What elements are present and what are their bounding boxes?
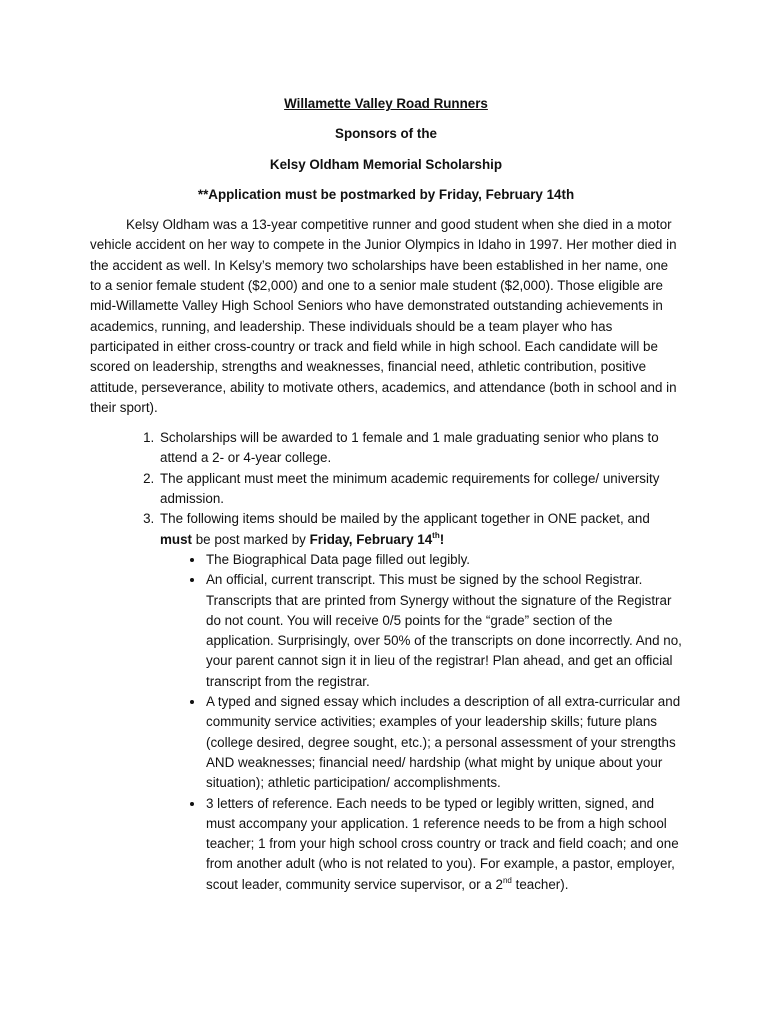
requirement-item: 1. Scholarships will be awarded to 1 female and 1 male graduating senior who plans to attend a 2- or 4-year college.	[158, 428, 682, 469]
packet-item: • A typed and signed essay which includes a description of all extra-curricular and community service activities; examples of your leadership skills; future plans (college desired, degree sought, etc.); a personal assessment of your strengths AND weaknesses; financial need/ hardship (what might by unique about your situation); athletic participation/ accomplishments.	[205, 692, 682, 793]
sponsors-line: Sponsors of the	[335, 126, 437, 142]
ordinal-suffix: nd	[502, 875, 512, 885]
scholarship-name: Kelsy Oldham Memorial Scholarship	[269, 156, 503, 172]
requirement-item	[158, 509, 682, 895]
packet-item	[205, 794, 682, 895]
document-page	[90, 94, 682, 895]
packet-item-end: teacher).	[511, 876, 569, 892]
intro-paragraph: Kelsy Oldham was a 13-year competitive runner and good student when she died in a motor vehicle accident on her way to compete in the Junior Olympics in Idaho in 1997. Her mother died in the accident as well. In Kelsy’s memory two scholarships have been established in her name, one to a senior female student ($2,000) and one to a senior male student ($2,000). Those eligible are mid-Willamette Valley High School Seniors who have demonstrated outstanding achievements in academics, running, and leadership. These individuals should be a team player who has participated in either cross-country or track and field while in high school. Each candidate will be scored on leadership, strengths and weaknesses, financial need, athletic contribution, positive attitude, perseverance, ability to motivate others, academics, and attendance (both in school and in their sport).	[90, 217, 677, 415]
deadline-date-text: Friday, February 14	[309, 531, 433, 547]
packet-item-text: 3 letters of reference. Each needs to be typed or legibly written, signed, and must accompany your application. 1 reference needs to be from a high school teacher; 1 from your high school cross country or track and field coach; and one from another adult (who is not related to you). For example, a pastor, employer, scout leader, community service supervisor, or a 2	[206, 795, 679, 892]
requirement-text: be post marked by	[192, 531, 310, 547]
document-title: Willamette Valley Road Runners	[284, 96, 488, 111]
packet-item: • An official, current transcript. This must be signed by the school Registrar. Transcripts that are printed from Synergy without the signature of the Registrar do not count. You will receive 0/5 points for the “grade” section of the application. Surprisingly, over 50% of the transcripts on done incorrectly. And no, your parent cannot sign it in lieu of the registrar! Plan ahead, and get an official transcript from the registrar.	[205, 570, 682, 692]
requirements-list	[90, 428, 682, 895]
date-ordinal: th	[432, 530, 440, 540]
exclamation: !	[439, 531, 445, 547]
must-emphasis: must	[160, 531, 192, 547]
packet-items-list	[160, 550, 682, 895]
deadline-date	[310, 532, 445, 547]
requirement-item: 2. The applicant must meet the minimum academic requirements for college/ university admission.	[158, 469, 682, 510]
requirement-text: The following items should be mailed by the applicant together in ONE packet, and	[160, 511, 650, 527]
deadline-notice: **Application must be postmarked by Friday, February 14th	[197, 186, 575, 202]
packet-item: • The Biographical Data page filled out legibly.	[205, 550, 682, 570]
